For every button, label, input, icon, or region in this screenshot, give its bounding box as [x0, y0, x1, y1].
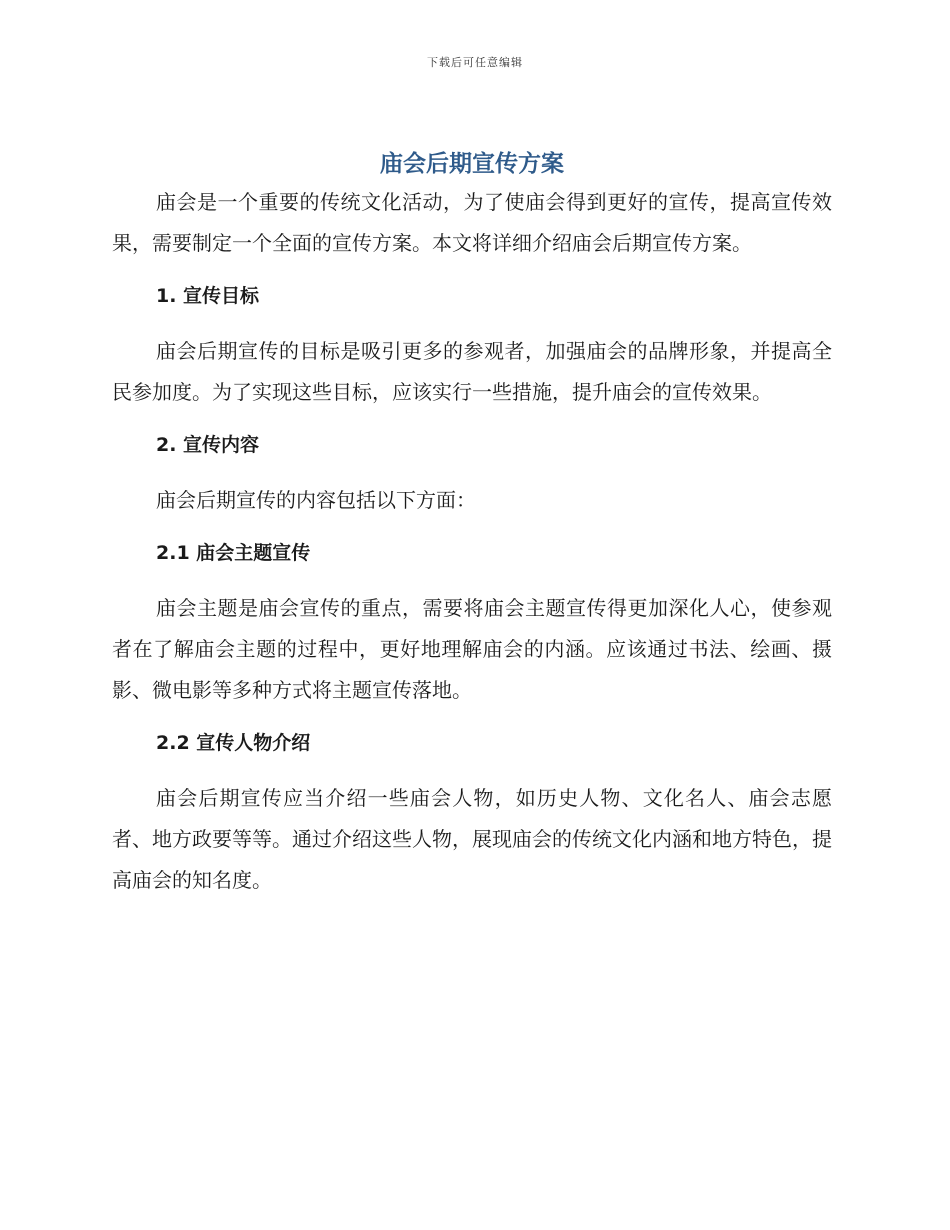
section-body-people: 庙会后期宣传应当介绍一些庙会人物，如历史人物、文化名人、庙会志愿者、地方政要等等。通过介绍这些人物，展现庙会的传统文化内涵和地方特色，提高庙会的知名度。	[112, 786, 832, 892]
spacer	[112, 264, 832, 276]
section-heading-goals: 1. 宣传目标	[156, 285, 260, 307]
intro-paragraph: 庙会是一个重要的传统文化活动，为了使庙会得到更好的宣传，提高宣传效果，需要制定一个全面的宣传方案。本文将详细介绍庙会后期宣传方案。	[112, 190, 832, 255]
document-body	[112, 146, 832, 901]
spacer	[112, 711, 832, 723]
document-title: 庙会后期宣传方案	[380, 151, 564, 177]
section-body-content: 庙会后期宣传的内容包括以下方面：	[156, 488, 476, 512]
spacer	[112, 574, 832, 588]
section-heading-theme: 2.1 庙会主题宣传	[156, 542, 311, 564]
section-heading-people: 2.2 宣传人物介绍	[156, 732, 311, 754]
spacer	[112, 764, 832, 778]
spacer	[112, 521, 832, 533]
spacer	[112, 317, 832, 331]
spacer	[112, 413, 832, 425]
section-body-theme: 庙会主题是庙会宣传的重点，需要将庙会主题宣传得更加深化人心，使参观者在了解庙会主题的过程中，更好地理解庙会的内涵。应该通过书法、绘画、摄影、微电影等多种方式将主题宣传落地。	[112, 596, 832, 702]
header-note: 下载后可任意编辑	[427, 56, 523, 69]
section-body-goals: 庙会后期宣传的目标是吸引更多的参观者，加强庙会的品牌形象，并提高全民参加度。为了实现这些目标，应该实行一些措施，提升庙会的宣传效果。	[112, 339, 832, 404]
spacer	[112, 466, 832, 480]
section-heading-content: 2. 宣传内容	[156, 434, 260, 456]
